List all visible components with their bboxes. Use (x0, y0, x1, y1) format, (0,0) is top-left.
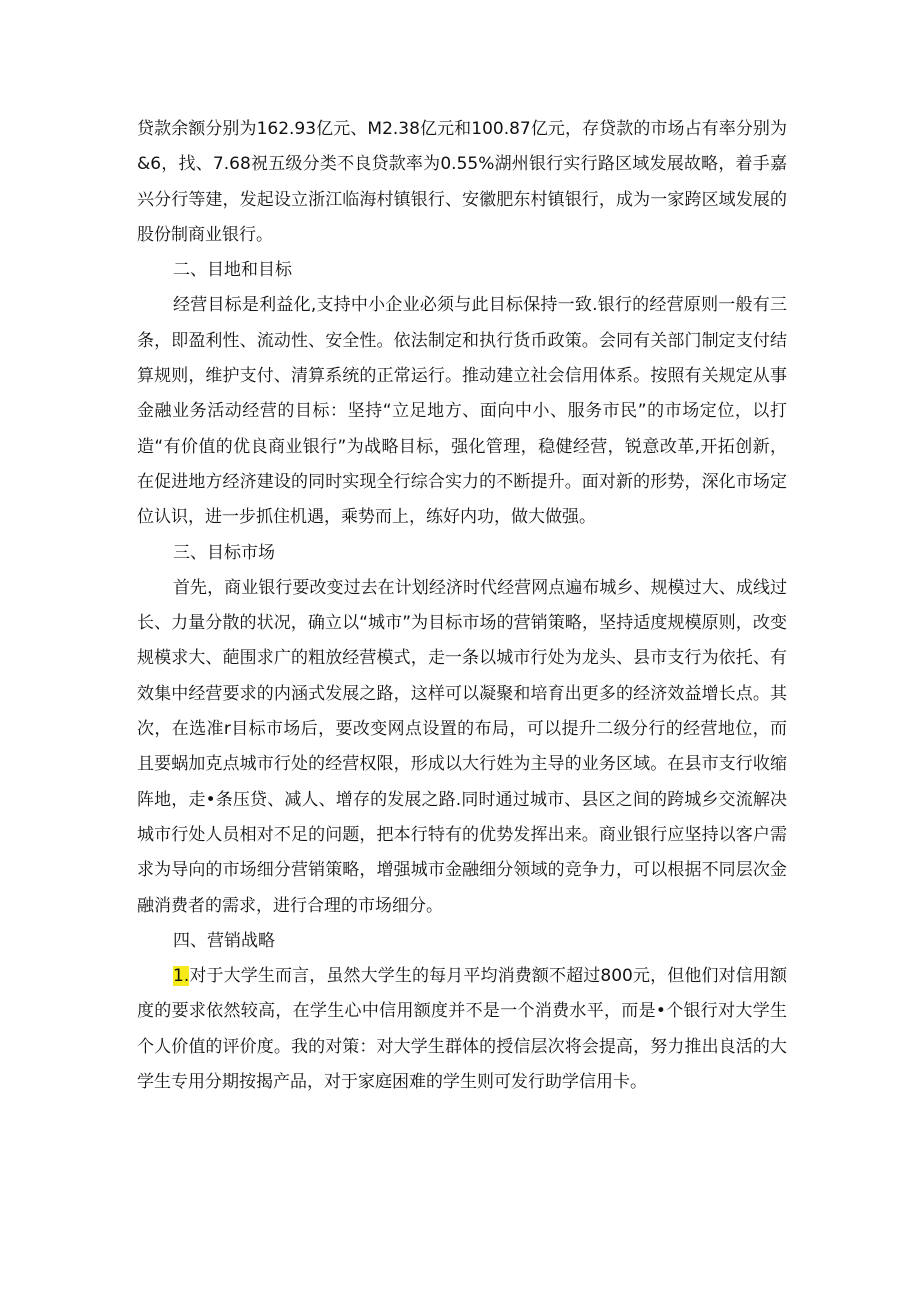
document-body (137, 112, 787, 1100)
paragraph-target-market: 首先，商业银行要改变过去在计划经济时代经营网点遍布城乡、规模过大、成线过长、力量分散的状况，确立以“城市”为目标市场的营销策略，坚持适度规模原则，改变规模求大、葩围求广的粗放经营模式，走一条以城市行处为龙头、县市支行为依托、有效集中经营要求的内涵式发展之路，这样可以凝聚和培育出更多的经济效益增长点。其次，在选准r目标市场后，要改变网点设置的布局，可以提升二级分行的经营地位，而且要蜗加克点城市行处的经营权限，形成以大行姓为主导的业务区域。在县市支行收缩阵地，走•条压贷、减人、增存的发展之路.同时通过城市、县区之间的跨城乡交流解决城市行处人员相对不足的问题，把本行特有的优势发挥出来。商业银行应坚持以客户需求为导向的市场细分营销策略，增强城市金融细分领域的竞争力，可以根据不同层次金融消费者的需求，进行合理的市场细分。 (137, 577, 787, 916)
paragraph-intro: 贷款余额分别为162.93亿元、M2.38亿元和100.87亿元，存贷款的市场占有率分别为&6，找、7.68祝五级分类不良贷款率为0.55%湖州银行实行路区域发展故略，着手嘉兴分行等建，发起设立浙江临海村镇银行、安徽肥东村镇银行，成为一家跨区域发展的股份制商业银行。 (137, 119, 787, 245)
highlighted-list-marker: 1. (173, 966, 190, 987)
section-heading-target-market: 三、目标市场 (173, 542, 275, 563)
paragraph-marketing-strategy-text: 对于大学生而言，虽然大学生的每月平均消费额不超过800元，但他们对信用额度的要求依然较高，在学生心中信用额度并不是一个消费水平，而是•个银行对大学生个人价值的评价度。我的对策：对大学生群体的授信层次将会提高，努力推出良活的大学生专用分期按揭产品，对于家庭困难的学生则可发行助学信用卡。 (137, 966, 787, 1093)
section-heading-goals: 二、目地和目标 (173, 260, 292, 281)
paragraph-marketing-strategy (137, 959, 787, 1100)
paragraph-goals: 经营目标是利益化,支持中小企业必须与此目标保持一致.银行的经营原则一般有三条，即盈利性、流动性、安全性。依法制定和执行货币政策。会同有关部门制定支付结算规则，维护支付、清算系统的正常运行。推动建立社会信用体系。按照有关规定从事金融业务活动经营的目标：坚持“立足地方、面向中小、服务市民”的市场定位，以打造“有价值的优良商业银行”为战略目标，强化管理，稳健经营，锐意改革,开拓创新，在促进地方经济建设的同时实现全行综合实力的不断提升。面对新的形势，深化市场定位认识，进一步抓住机遇，乘势而上，练好内功，做大做强。 (137, 295, 787, 528)
section-heading-marketing-strategy: 四、营销战略 (173, 930, 275, 951)
